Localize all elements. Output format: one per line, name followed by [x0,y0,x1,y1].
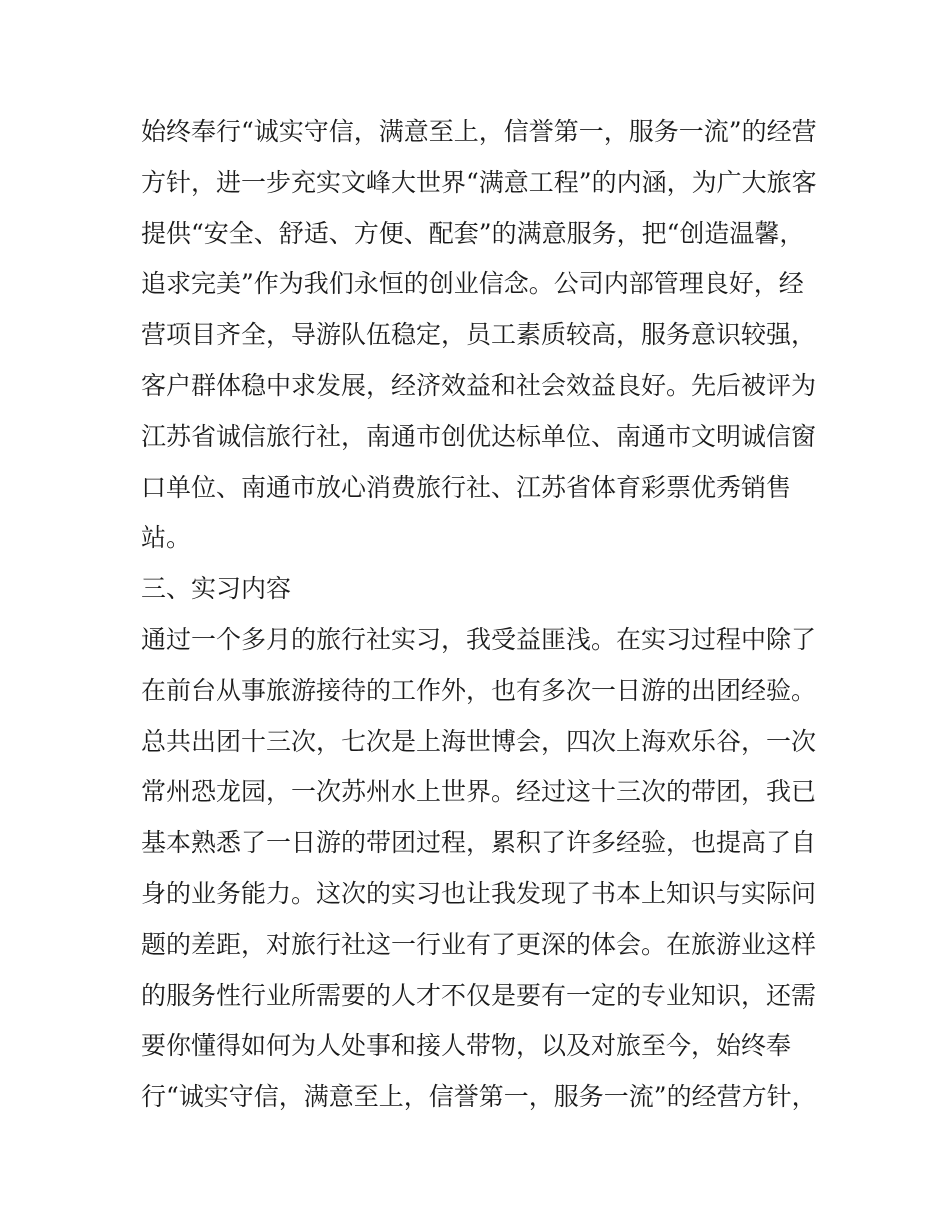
text-line: 提供“安全、舒适、方便、配套”的满意服务，把“创造温馨， [141,218,805,248]
text-line: 方针，进一步充实文峰大世界“满意工程”的内涵，为广大旅客 [141,167,817,197]
text-line: 要你懂得如何为人处事和接人带物，以及对旅至今，始终奉 [141,1031,792,1061]
text-line: 总共出团十三次，七次是上海世博会，四次上海欢乐谷，一次 [141,726,817,756]
text-line: 常州恐龙园，一次苏州水上世界。经过这十三次的带团，我已 [141,777,817,807]
text-line: 始终奉行“诚实守信，满意至上，信誉第一，服务一流”的经营 [141,117,817,146]
text-line: 行“诚实守信，满意至上，信誉第一，服务一流”的经营方针， [141,1082,817,1112]
text-line: 追求完美”作为我们永恒的创业信念。公司内部管理良好，经 [141,269,804,299]
text-line: 身的业务能力。这次的实习也让我发现了书本上知识与实际问 [141,878,817,908]
text-line: 通过一个多月的旅行社实习，我受益匪浅。在实习过程中除了 [141,624,817,654]
text-line: 基本熟悉了一日游的带团过程，累积了许多经验，也提高了自 [141,828,817,858]
text-line: 在前台从事旅游接待的工作外，也有多次一日游的出团经验。 [141,675,817,705]
text-line: 的服务性行业所需要的人才不仅是要有一定的专业知识，还需 [141,980,817,1010]
text-line: 口单位、南通市放心消费旅行社、江苏省体育彩票优秀销售 [141,472,792,502]
text-line: 客户群体稳中求发展，经济效益和社会效益良好。先后被评为 [141,370,817,400]
text-line: 站。 [141,523,192,553]
text-line: 江苏省诚信旅行社，南通市创优达标单位、南通市文明诚信窗 [141,421,817,451]
text-line: 题的差距，对旅行社这一行业有了更深的体会。在旅游业这样 [141,929,817,959]
body-text [141,107,831,1123]
section-heading: 三、实习内容 [141,574,292,604]
text-line: 营项目齐全，导游队伍稳定，员工素质较高，服务意识较强， [141,320,817,350]
